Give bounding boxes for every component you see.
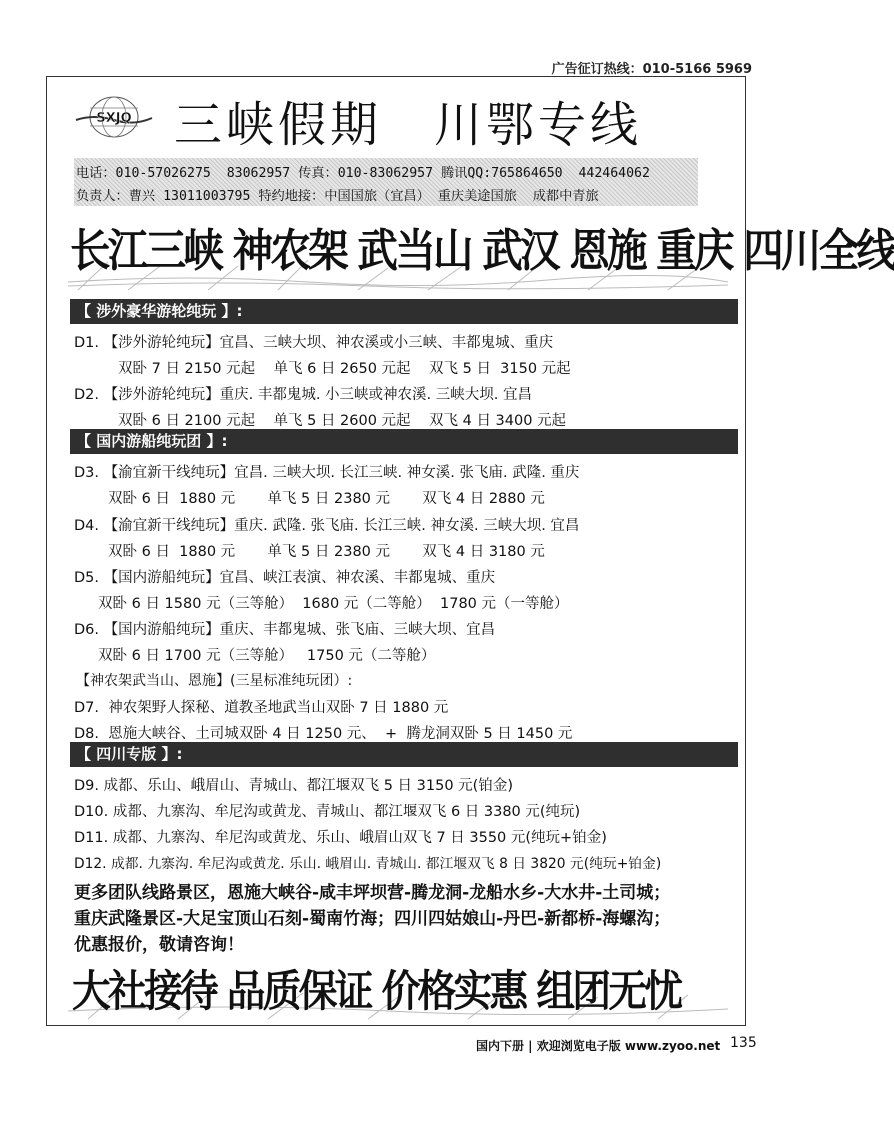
route-d5-price: 双卧 6 日 1580 元（三等舱） 1680 元（二等舱） 1780 元（一等舱） xyxy=(98,596,569,612)
section-bar-sichuan: 【 四川专版 】: xyxy=(70,742,738,767)
section-bar-foreign-cruise: 【 涉外豪华游轮纯玩 】: xyxy=(70,299,738,324)
logo-text: SXJQ xyxy=(96,111,132,126)
route-d4-price: 双卧 6 日 1880 元 单飞 5 日 2380 元 双飞 4 日 3180 元 xyxy=(108,544,545,560)
route-d1: D1. 【涉外游轮纯玩】宜昌、三峡大坝、神农溪或小三峡、丰都鬼城、重庆 xyxy=(74,335,554,351)
route-d2: D2. 【涉外游轮纯玩】重庆. 丰都鬼城. 小三峡或神农溪. 三峡大坝. 宜昌 xyxy=(74,387,532,403)
route-d3: D3. 【渝宜新干线纯玩】宜昌. 三峡大坝. 长江三峡. 神女溪. 张飞庙. 武隆. 重庆 xyxy=(74,465,580,481)
section-bar-domestic-cruise: 【 国内游船纯玩团 】: xyxy=(70,429,738,454)
route-d1-price: 双卧 7 日 2150 元起 单飞 6 日 2650 元起 双飞 5 日 3150 元起 xyxy=(118,361,571,377)
route-d4: D4. 【渝宜新干线纯玩】重庆. 武隆. 张飞庙. 长江三峡. 神女溪. 三峡大坝. 宜昌 xyxy=(74,518,580,534)
route-d7: D7. 神农架野人探秘、道教圣地武当山双卧 7 日 1880 元 xyxy=(74,700,449,716)
promo-line-2: 重庆武隆景区-大足宝顶山石刻-蜀南竹海；四川四姑娘山-丹巴-新都桥-海螺沟； xyxy=(74,909,671,929)
route-d8: D8. 恩施大峡谷、土司城双卧 4 日 1250 元、 + 腾龙洞双卧 5 日 1450 元 xyxy=(74,726,573,742)
route-d2-price: 双卧 6 日 2100 元起 单飞 5 日 2600 元起 双飞 4 日 3400 元起 xyxy=(118,413,567,429)
contact-phone-line: 电话：010-57026275 83062957 传真：010-83062957 腾讯QQ:765864650 442464062 xyxy=(76,166,650,181)
promo-line-1: 更多团队线路景区，恩施大峡谷-咸丰坪坝营-腾龙洞-龙船水乡-大水井-土司城； xyxy=(74,883,671,903)
sxjq-logo xyxy=(74,96,154,138)
route-d5: D5. 【国内游船纯玩】宜昌、峡江表演、神农溪、丰都鬼城、重庆 xyxy=(74,570,496,586)
footer-text: 国内下册 | 欢迎浏览电子版 www.zyoo.net xyxy=(476,1039,721,1053)
ad-hotline: 广告征订热线：010-5166 5969 xyxy=(551,62,752,77)
section-heading-shennongjia: 【神农架武当山、恩施】(三星标准纯玩团）: xyxy=(76,673,353,689)
route-d6: D6. 【国内游船纯玩】重庆、丰都鬼城、张飞庙、三峡大坝、宜昌 xyxy=(74,622,496,638)
route-d6-price: 双卧 6 日 1700 元（三等舱） 1750 元（二等舱） xyxy=(98,648,436,664)
contact-person-line: 负责人：曹兴 13011003795 特约地接：中国国旅（宜昌） 重庆美途国旅 成都中青旅 xyxy=(76,189,599,204)
route-d9: D9. 成都、乐山、峨眉山、青城山、都江堰双飞 5 日 3150 元(铂金) xyxy=(74,778,513,794)
slogan: 大社接待 品质保证 价格实惠 组团无忧 xyxy=(72,967,681,1017)
route-d3-price: 双卧 6 日 1880 元 单飞 5 日 2380 元 双飞 4 日 2880 元 xyxy=(108,491,545,507)
promo-line-3: 优惠报价，敬请咨询！ xyxy=(74,935,244,955)
route-d11: D11. 成都、九寨沟、牟尼沟或黄龙、乐山、峨眉山双飞 7 日 3550 元(纯玩+铂金) xyxy=(74,830,607,846)
page-number: 135 xyxy=(730,1035,757,1051)
destinations-banner: 长江三峡 神农架 武当山 武汉 恩施 重庆 四川全线 xyxy=(70,224,894,277)
route-d12: D12. 成都. 九寨沟. 牟尼沟或黄龙. 乐山. 峨眉山. 青城山. 都江堰双飞 8 日 3820 元(纯玩+铂金) xyxy=(74,856,662,872)
route-d10: D10. 成都、九寨沟、牟尼沟或黄龙、青城山、都江堰双飞 6 日 3380 元(纯玩) xyxy=(74,804,581,820)
main-title: 三峡假期 川鄂专线 xyxy=(174,97,643,153)
